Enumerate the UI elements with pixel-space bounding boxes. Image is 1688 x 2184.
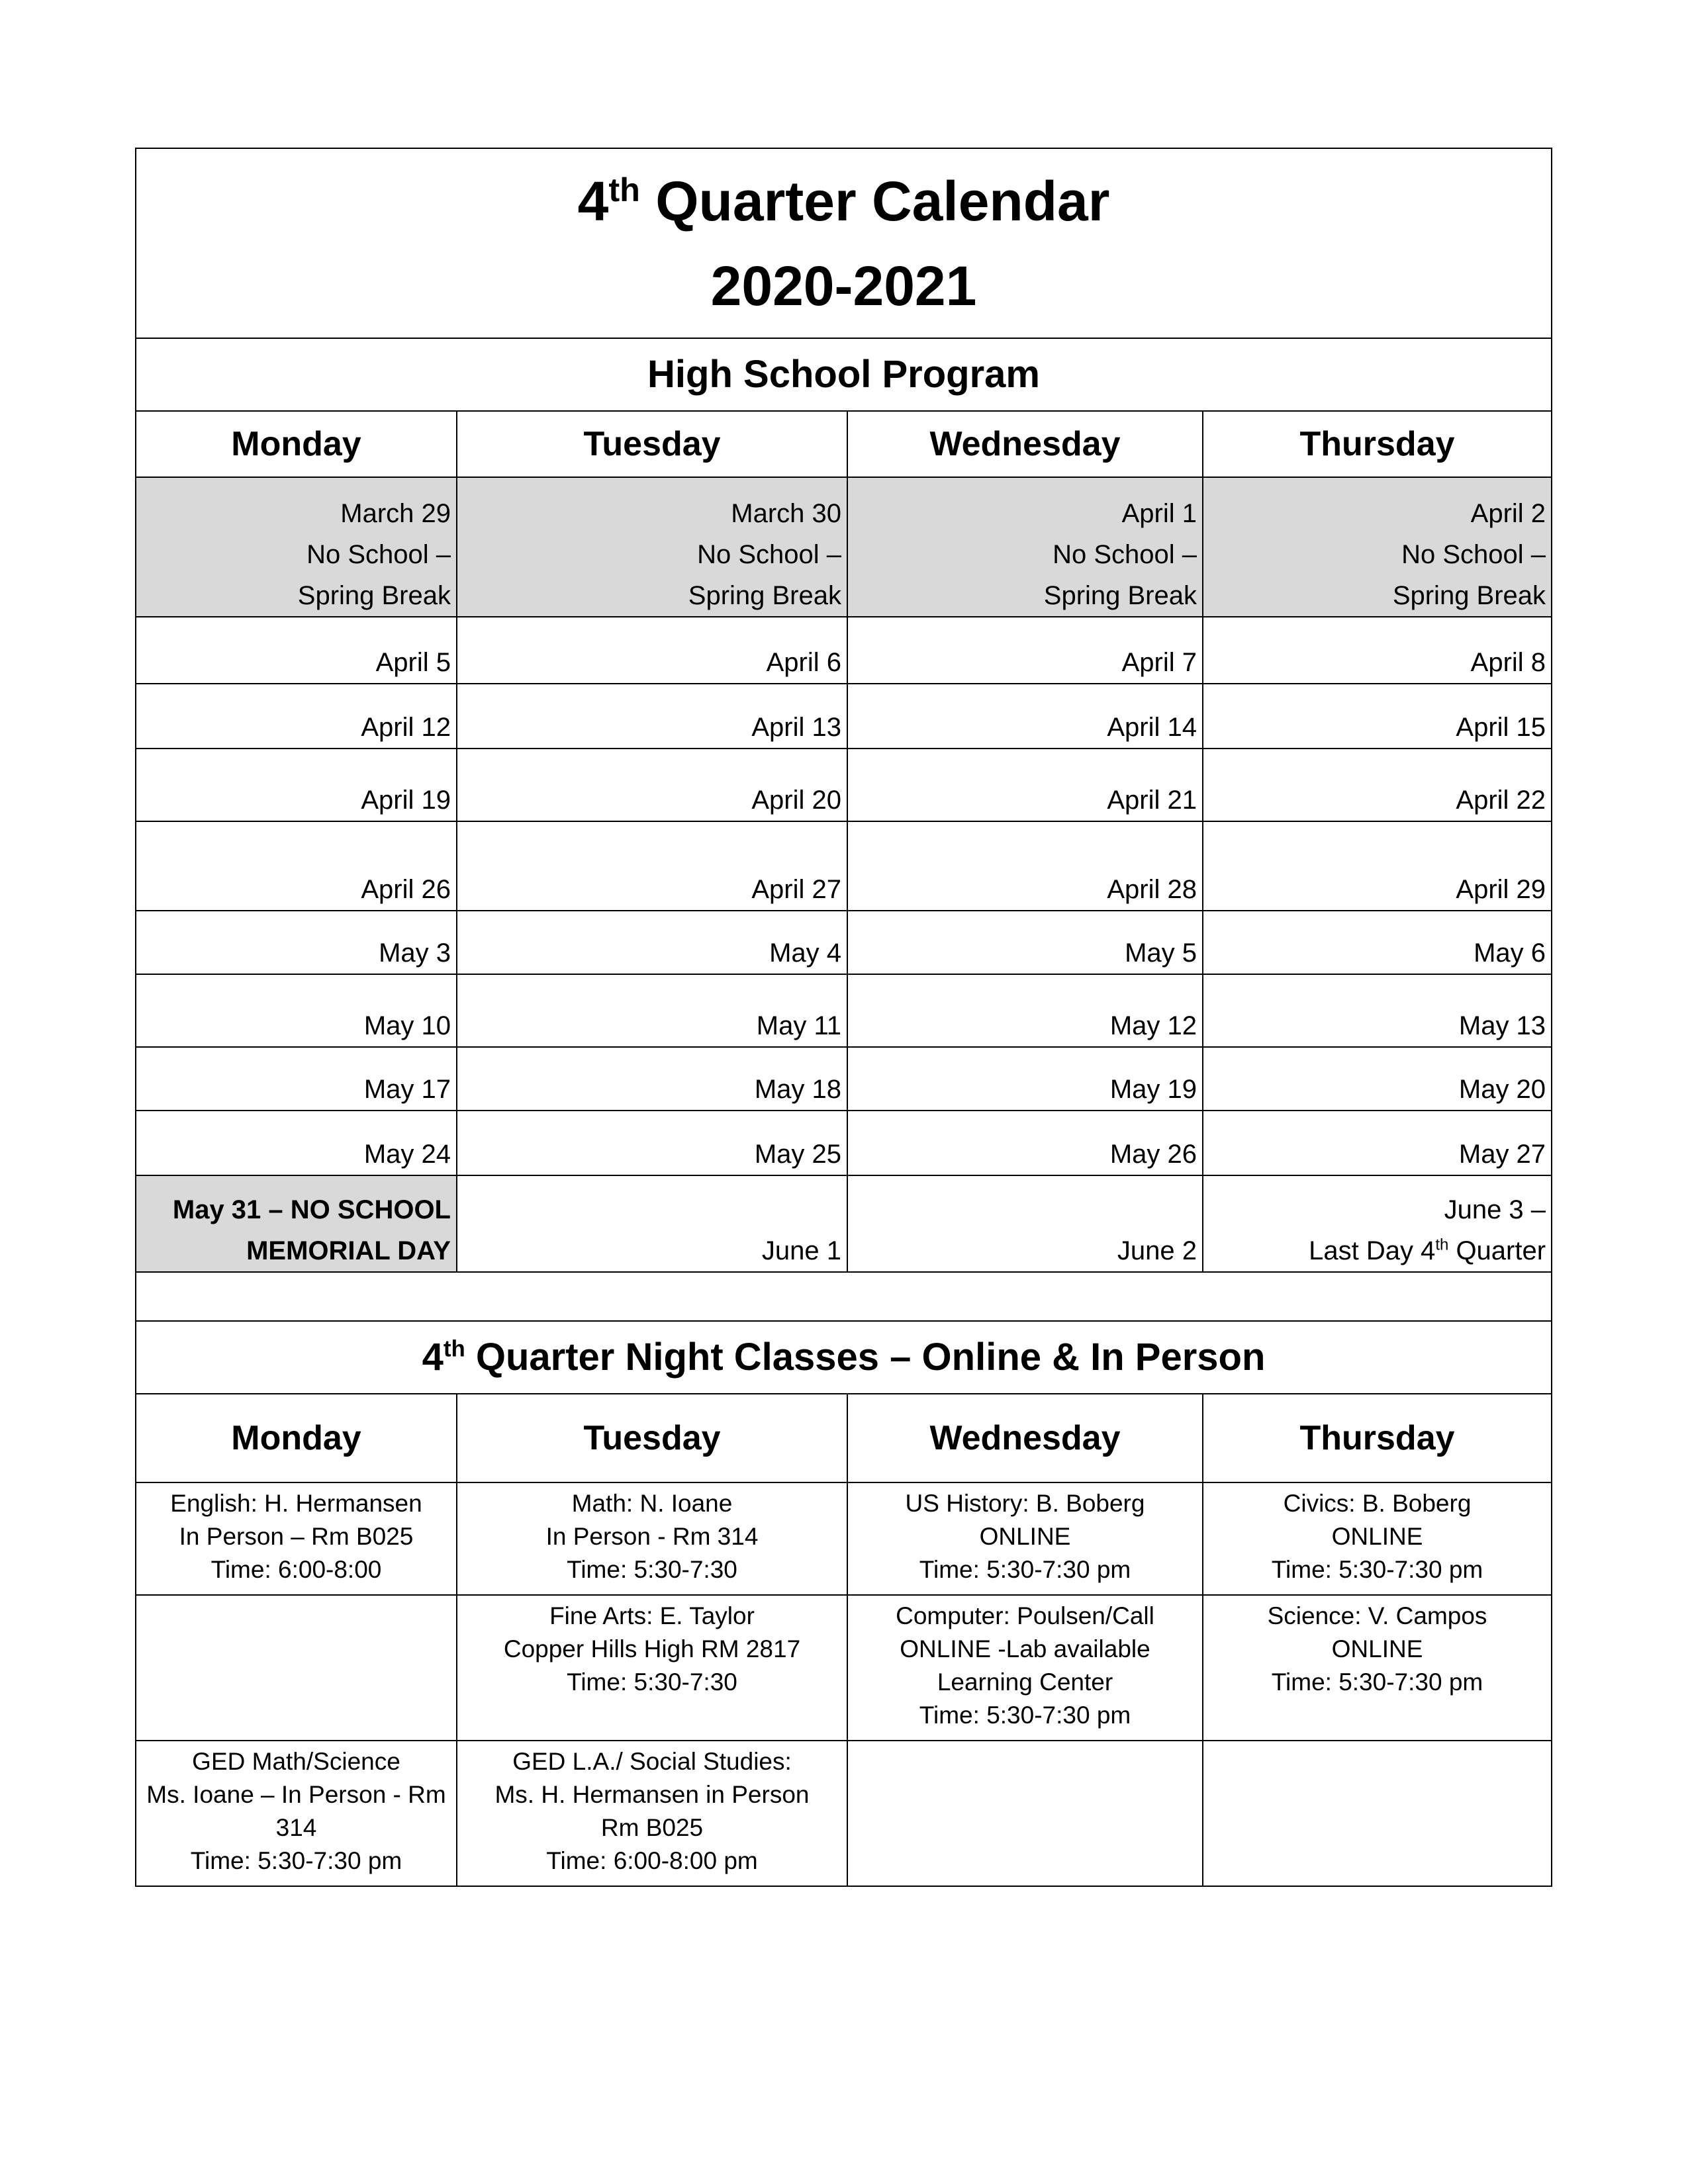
class-cell bbox=[1203, 1741, 1552, 1886]
date-cell: June 2 bbox=[847, 1175, 1203, 1272]
class-row bbox=[136, 1741, 1552, 1886]
date-cell: May 6 bbox=[1203, 911, 1552, 974]
date-cell: April 12 bbox=[136, 684, 457, 749]
date-cell: April 14 bbox=[847, 684, 1203, 749]
week-row bbox=[136, 617, 1552, 684]
date-cell: May 20 bbox=[1203, 1047, 1552, 1111]
date-cell: May 4 bbox=[457, 911, 847, 974]
date-cell: May 19 bbox=[847, 1047, 1203, 1111]
last-day-cell: June 3 – Last Day 4th Quarter bbox=[1203, 1175, 1552, 1272]
title-line-1: 4th Quarter Calendar bbox=[577, 169, 1110, 232]
calendar-table bbox=[135, 148, 1552, 1887]
class-cell: Science: V. Campos ONLINE Time: 5:30-7:30 pm bbox=[1203, 1595, 1552, 1741]
memorial-day-cell: May 31 – NO SCHOOL MEMORIAL DAY bbox=[136, 1175, 457, 1272]
week-row bbox=[136, 1047, 1552, 1111]
week-row bbox=[136, 821, 1552, 911]
date-cell: June 1 bbox=[457, 1175, 847, 1272]
date-cell: May 26 bbox=[847, 1111, 1203, 1175]
day-header-monday: Monday bbox=[136, 1394, 457, 1482]
week-row bbox=[136, 684, 1552, 749]
date-cell: April 7 bbox=[847, 617, 1203, 684]
high-school-heading: High School Program bbox=[136, 338, 1552, 411]
class-row bbox=[136, 1482, 1552, 1595]
date-cell: April 21 bbox=[847, 749, 1203, 821]
date-cell: May 10 bbox=[136, 974, 457, 1047]
date-cell: May 17 bbox=[136, 1047, 457, 1111]
week-row bbox=[136, 749, 1552, 821]
date-cell: April 27 bbox=[457, 821, 847, 911]
class-cell: English: H. Hermansen In Person – Rm B025 Time: 6:00-8:00 bbox=[136, 1482, 457, 1595]
date-cell: April 26 bbox=[136, 821, 457, 911]
date-cell: May 3 bbox=[136, 911, 457, 974]
class-cell: Computer: Poulsen/Call ONLINE -Lab available Learning Center Time: 5:30-7:30 pm bbox=[847, 1595, 1203, 1741]
date-cell: April 29 bbox=[1203, 821, 1552, 911]
date-cell: May 24 bbox=[136, 1111, 457, 1175]
class-cell: Fine Arts: E. Taylor Copper Hills High RM 2817 Time: 5:30-7:30 bbox=[457, 1595, 847, 1741]
spacer-row bbox=[136, 1272, 1552, 1321]
week-row bbox=[136, 974, 1552, 1047]
night-classes-heading: 4th Quarter Night Classes – Online & In Person bbox=[136, 1321, 1552, 1394]
class-cell: Math: N. Ioane In Person - Rm 314 Time: 5:30-7:30 bbox=[457, 1482, 847, 1595]
day-header-thursday: Thursday bbox=[1203, 411, 1552, 477]
spacer-cell bbox=[136, 1272, 1552, 1321]
date-cell: April 6 bbox=[457, 617, 847, 684]
week-row bbox=[136, 911, 1552, 974]
date-cell: March 29 No School – Spring Break bbox=[136, 477, 457, 617]
date-cell: April 20 bbox=[457, 749, 847, 821]
date-cell: May 25 bbox=[457, 1111, 847, 1175]
page-title bbox=[136, 148, 1552, 338]
date-cell: April 1 No School – Spring Break bbox=[847, 477, 1203, 617]
date-cell: May 18 bbox=[457, 1047, 847, 1111]
date-cell: April 19 bbox=[136, 749, 457, 821]
day-header-wednesday: Wednesday bbox=[847, 411, 1203, 477]
day-header-tuesday: Tuesday bbox=[457, 411, 847, 477]
title-row bbox=[136, 148, 1552, 338]
date-cell: March 30 No School – Spring Break bbox=[457, 477, 847, 617]
class-cell bbox=[847, 1741, 1203, 1886]
class-cell: GED Math/Science Ms. Ioane – In Person - Rm 314 Time: 5:30-7:30 pm bbox=[136, 1741, 457, 1886]
day-header-wednesday: Wednesday bbox=[847, 1394, 1203, 1482]
date-cell: April 15 bbox=[1203, 684, 1552, 749]
class-cell: GED L.A./ Social Studies: Ms. H. Hermansen in Person Rm B025 Time: 6:00-8:00 pm bbox=[457, 1741, 847, 1886]
hs-day-header-row bbox=[136, 411, 1552, 477]
date-cell: May 13 bbox=[1203, 974, 1552, 1047]
spring-break-row bbox=[136, 477, 1552, 617]
date-cell: May 5 bbox=[847, 911, 1203, 974]
day-header-tuesday: Tuesday bbox=[457, 1394, 847, 1482]
day-header-monday: Monday bbox=[136, 411, 457, 477]
class-cell bbox=[136, 1595, 457, 1741]
week-row bbox=[136, 1111, 1552, 1175]
day-header-thursday: Thursday bbox=[1203, 1394, 1552, 1482]
date-cell: April 2 No School – Spring Break bbox=[1203, 477, 1552, 617]
date-cell: May 11 bbox=[457, 974, 847, 1047]
date-cell: May 27 bbox=[1203, 1111, 1552, 1175]
date-cell: April 13 bbox=[457, 684, 847, 749]
last-week-row bbox=[136, 1175, 1552, 1272]
class-cell: US History: B. Boberg ONLINE Time: 5:30-7:30 pm bbox=[847, 1482, 1203, 1595]
title-line-2: 2020-2021 bbox=[710, 254, 977, 317]
date-cell: April 5 bbox=[136, 617, 457, 684]
date-cell: April 22 bbox=[1203, 749, 1552, 821]
date-cell: April 28 bbox=[847, 821, 1203, 911]
class-cell: Civics: B. Boberg ONLINE Time: 5:30-7:30 pm bbox=[1203, 1482, 1552, 1595]
date-cell: May 12 bbox=[847, 974, 1203, 1047]
night-day-header-row bbox=[136, 1394, 1552, 1482]
class-row bbox=[136, 1595, 1552, 1741]
date-cell: April 8 bbox=[1203, 617, 1552, 684]
